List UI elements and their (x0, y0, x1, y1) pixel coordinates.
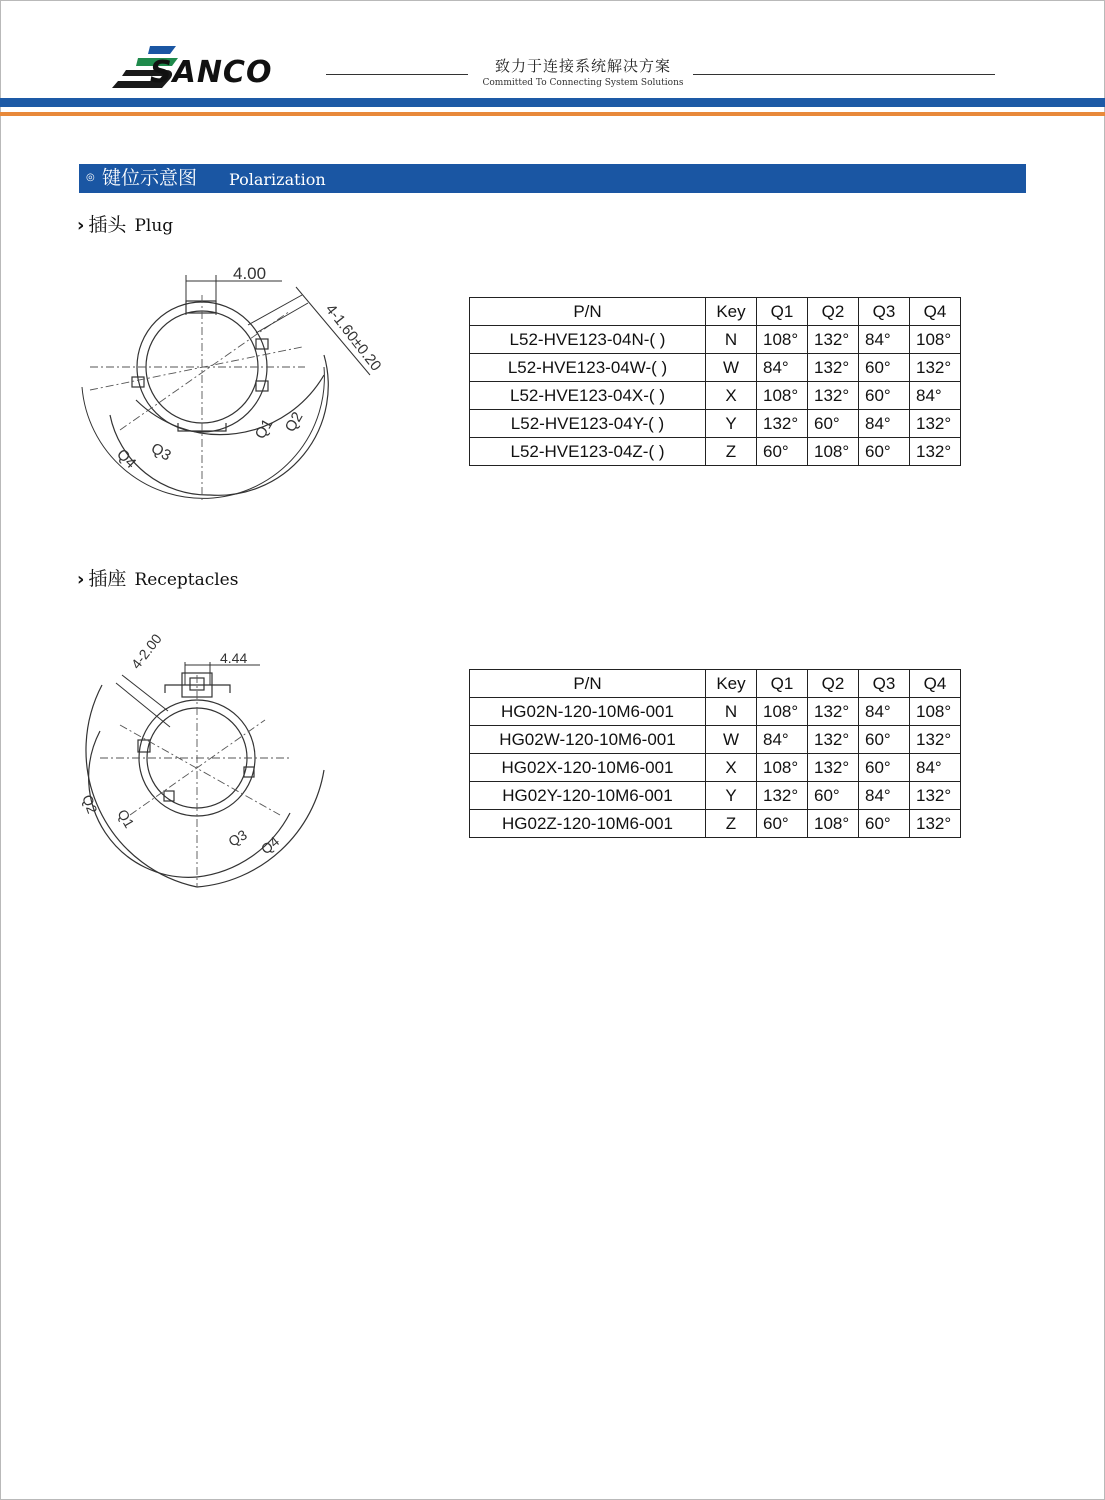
cell-key: W (706, 354, 757, 382)
cell-key: Y (706, 410, 757, 438)
cell-q1: 108° (757, 754, 808, 782)
plug-dim-width: 4.00 (233, 264, 267, 283)
col-header-key: Key (706, 670, 757, 698)
header-subtitle: Committed To Connecting System Solutions (482, 78, 684, 88)
cell-key: Y (706, 782, 757, 810)
cell-q1: 108° (757, 698, 808, 726)
receptacle-label-q1: Q1 (114, 806, 138, 831)
cell-q3: 84° (859, 326, 910, 354)
bullet-icon: ◎ (86, 172, 95, 183)
receptacle-heading-en: Receptacles (134, 570, 239, 590)
cell-q1: 84° (757, 354, 808, 382)
receptacle-dim-slot: 4-2.00 (127, 630, 165, 672)
cell-q2: 108° (808, 438, 859, 466)
cell-q3: 60° (859, 810, 910, 838)
cell-key: N (706, 326, 757, 354)
cell-key: N (706, 698, 757, 726)
cell-pn: L52-HVE123-04W-( ) (470, 354, 706, 382)
table-row (470, 782, 961, 810)
cell-q3: 60° (859, 754, 910, 782)
table-row (470, 438, 961, 466)
header-title: 致力于连接系统解决方案 (494, 57, 671, 75)
plug-label-q2: Q2 (281, 409, 307, 435)
cell-key: X (706, 382, 757, 410)
cell-q2: 132° (808, 326, 859, 354)
plug-heading (77, 216, 173, 235)
receptacle-label-q3: Q3 (225, 826, 250, 850)
table-header-row (470, 670, 961, 698)
section-title-cn: 键位示意图 (102, 167, 198, 189)
col-header-pn: P/N (470, 298, 706, 326)
plug-label-q4: Q4 (113, 445, 140, 472)
cell-q4: 132° (910, 726, 961, 754)
cell-q4: 132° (910, 810, 961, 838)
col-header-q3: Q3 (859, 298, 910, 326)
cell-q2: 132° (808, 754, 859, 782)
cell-pn: L52-HVE123-04X-( ) (470, 382, 706, 410)
section-bar (79, 164, 1026, 193)
table-header-row (470, 298, 961, 326)
table-row (470, 354, 961, 382)
cell-q3: 60° (859, 438, 910, 466)
table-row (470, 754, 961, 782)
table-row (470, 326, 961, 354)
cell-pn: HG02N-120-10M6-001 (470, 698, 706, 726)
cell-q4: 108° (910, 698, 961, 726)
cell-q3: 84° (859, 782, 910, 810)
logo-wordmark: SANCO (150, 55, 273, 90)
cell-pn: HG02Z-120-10M6-001 (470, 810, 706, 838)
plug-dim-slot: 4-1.60±0.20 (321, 300, 385, 375)
cell-q2: 108° (808, 810, 859, 838)
cell-pn: HG02W-120-10M6-001 (470, 726, 706, 754)
cell-q1: 132° (757, 410, 808, 438)
receptacle-dim-width: 4.44 (220, 650, 248, 666)
cell-q3: 60° (859, 382, 910, 410)
table-row (470, 382, 961, 410)
header-band-blue (0, 98, 1105, 107)
cell-q4: 84° (910, 382, 961, 410)
cell-q1: 108° (757, 382, 808, 410)
cell-q4: 84° (910, 754, 961, 782)
table-row (470, 726, 961, 754)
plug-polarization-table (469, 297, 961, 466)
receptacle-heading (77, 570, 238, 589)
cell-q1: 132° (757, 782, 808, 810)
col-header-pn: P/N (470, 670, 706, 698)
cell-pn: HG02X-120-10M6-001 (470, 754, 706, 782)
receptacle-polarization-drawing (60, 615, 360, 895)
cell-q2: 60° (808, 410, 859, 438)
cell-q3: 84° (859, 698, 910, 726)
plug-label-q1: Q1 (251, 416, 277, 442)
cell-q1: 60° (757, 810, 808, 838)
col-header-q2: Q2 (808, 298, 859, 326)
table-row (470, 810, 961, 838)
cell-q2: 60° (808, 782, 859, 810)
cell-q4: 132° (910, 410, 961, 438)
cell-q2: 132° (808, 382, 859, 410)
col-header-q4: Q4 (910, 298, 961, 326)
plug-heading-cn: 插头 (88, 214, 127, 236)
chevron-right-icon: › (77, 215, 85, 236)
cell-pn: L52-HVE123-04Z-( ) (470, 438, 706, 466)
col-header-key: Key (706, 298, 757, 326)
plug-polarization-drawing (70, 255, 430, 515)
cell-pn: L52-HVE123-04N-( ) (470, 326, 706, 354)
cell-q3: 60° (859, 354, 910, 382)
chevron-right-icon: › (77, 569, 85, 590)
cell-q1: 60° (757, 438, 808, 466)
header-rule-right (693, 74, 995, 75)
cell-key: X (706, 754, 757, 782)
cell-pn: L52-HVE123-04Y-( ) (470, 410, 706, 438)
header-band-orange (0, 112, 1105, 116)
cell-q3: 60° (859, 726, 910, 754)
header-rule-left (326, 74, 468, 75)
cell-q4: 132° (910, 438, 961, 466)
cell-key: W (706, 726, 757, 754)
cell-key: Z (706, 810, 757, 838)
cell-q4: 132° (910, 782, 961, 810)
table-row (470, 410, 961, 438)
cell-q2: 132° (808, 698, 859, 726)
col-header-q3: Q3 (859, 670, 910, 698)
col-header-q1: Q1 (757, 670, 808, 698)
col-header-q4: Q4 (910, 670, 961, 698)
table-row (470, 698, 961, 726)
col-header-q1: Q1 (757, 298, 808, 326)
cell-q2: 132° (808, 354, 859, 382)
cell-q2: 132° (808, 726, 859, 754)
cell-q4: 108° (910, 326, 961, 354)
col-header-q2: Q2 (808, 670, 859, 698)
plug-label-q3: Q3 (148, 439, 174, 465)
receptacle-polarization-table (469, 669, 961, 838)
cell-pn: HG02Y-120-10M6-001 (470, 782, 706, 810)
cell-q4: 132° (910, 354, 961, 382)
receptacle-label-q4: Q4 (257, 833, 283, 858)
receptacle-heading-cn: 插座 (88, 568, 127, 590)
receptacle-label-q2: Q2 (79, 792, 101, 816)
section-title-en: Polarization (229, 170, 326, 189)
cell-q3: 84° (859, 410, 910, 438)
cell-q1: 84° (757, 726, 808, 754)
plug-heading-en: Plug (134, 216, 174, 236)
cell-q1: 108° (757, 326, 808, 354)
cell-key: Z (706, 438, 757, 466)
